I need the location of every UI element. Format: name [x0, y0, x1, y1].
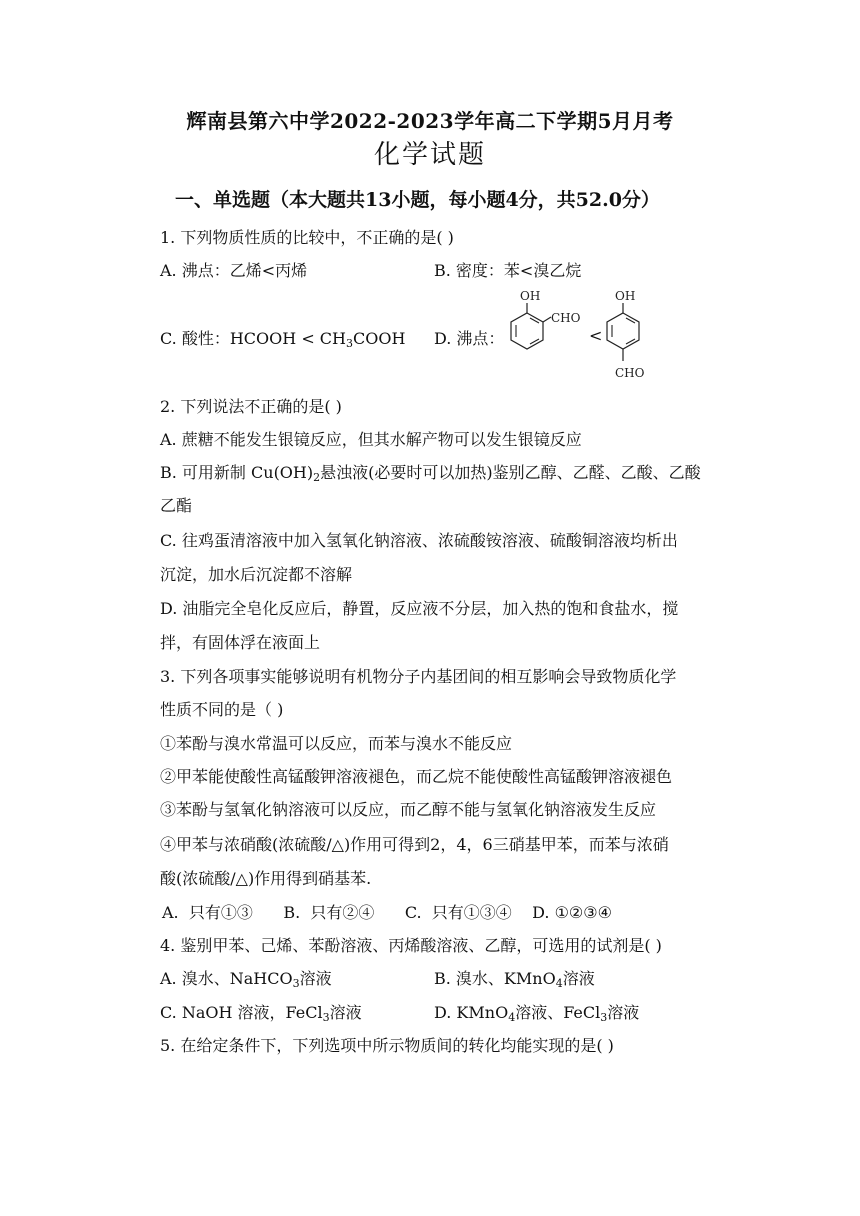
question-3-statement-4: ④甲苯与浓硝酸(浓硫酸/△)作用可得到2，4，6三硝基甲苯，而苯与浓硝 — [160, 835, 669, 854]
question-2-option-b: B. 可用新制 $Cu(OH)_2$悬浊液(必要时可以加热)鉴别乙醇、乙醛、乙酸、乙酸 — [160, 463, 701, 484]
question-4-option-c: C. NaOH 溶液，FeCl$_3$溶液 — [160, 1003, 362, 1024]
para-hydroxybenzaldehyde-structure — [603, 288, 653, 383]
question-1-option-c: C. 酸性：HCOOH < $CH_3COOH$ — [160, 329, 406, 350]
question-3-stem-continued: 性质不同的是（ ) — [160, 700, 284, 719]
question-3-stem: 3. 下列各项事实能够说明有机物分子内基团间的相互影响会导致物质化学 — [160, 667, 677, 686]
question-2-option-a: A. 蔗糖不能发生银镜反应，但其水解产物可以发生银镜反应 — [160, 430, 582, 449]
question-1-option-a: A. 沸点：乙烯<丙烯 — [160, 261, 308, 280]
question-4-option-a: A. 溴水、NaHCO$_3$溶液 — [160, 969, 332, 990]
mol1-cho-label: CHO — [551, 311, 581, 325]
question-3-options: A. 只有①③ B. 只有②④ C. 只有①③④ D. ①②③④ — [162, 903, 612, 922]
question-3-statement-3: ③苯酚与氢氧化钠溶液可以反应，而乙醇不能与氢氧化钠溶液发生反应 — [160, 800, 657, 819]
exam-title: 辉南县第六中学2022-2023学年高二下学期5月月考 — [186, 109, 674, 133]
question-2-option-d-continued: 拌，有固体浮在液面上 — [160, 633, 321, 652]
ortho-hydroxybenzaldehyde-structure — [505, 288, 585, 358]
mol2-cho-label: CHO — [615, 366, 645, 380]
question-2-option-d: D. 油脂完全皂化反应后，静置，反应液不分层，加入热的饱和食盐水，搅 — [160, 599, 679, 618]
question-2-option-c: C. 往鸡蛋清溶液中加入氢氧化钠溶液、浓硫酸铵溶液、硫酸铜溶液均析出 — [160, 531, 678, 550]
question-3-statement-1: ①苯酚与溴水常温可以反应，而苯与溴水不能反应 — [160, 734, 513, 753]
section-heading: 一、单选题（本大题共13小题，每小题4分，共52.0分） — [175, 189, 660, 211]
question-3-statement-2: ②甲苯能使酸性高锰酸钾溶液褪色，而乙烷不能使酸性高锰酸钾溶液褪色 — [160, 767, 673, 786]
question-2-option-c-continued: 沉淀，加水后沉淀都不溶解 — [160, 565, 353, 584]
question-5-stem: 5. 在给定条件下，下列选项中所示物质间的转化均能实现的是( ) — [160, 1036, 614, 1055]
question-4-stem: 4. 鉴别甲苯、己烯、苯酚溶液、丙烯酸溶液、乙醇，可选用的试剂是( ) — [160, 936, 662, 955]
question-2-option-b-continued: 乙酯 — [160, 496, 193, 515]
question-2-stem: 2. 下列说法不正确的是( ) — [160, 397, 342, 416]
mol2-oh-label: OH — [615, 289, 636, 303]
question-3-statement-4-continued: 酸(浓硫酸/△)作用得到硝基苯. — [160, 869, 372, 888]
less-than-sign: < — [589, 326, 603, 345]
question-4-option-b: B. 溴水、KMnO$_4$溶液 — [434, 969, 595, 990]
question-4-option-d: D. KMnO$_4$溶液、FeCl$_3$溶液 — [434, 1003, 640, 1024]
question-1-option-d-label: D. 沸点： — [434, 329, 505, 348]
exam-subtitle: 化学试题 — [373, 140, 486, 170]
question-1-stem: 1. 下列物质性质的比较中，不正确的是( ) — [160, 228, 454, 247]
mol1-oh-label: OH — [520, 289, 541, 303]
question-1-option-b: B. 密度：苯<溴乙烷 — [434, 261, 582, 280]
